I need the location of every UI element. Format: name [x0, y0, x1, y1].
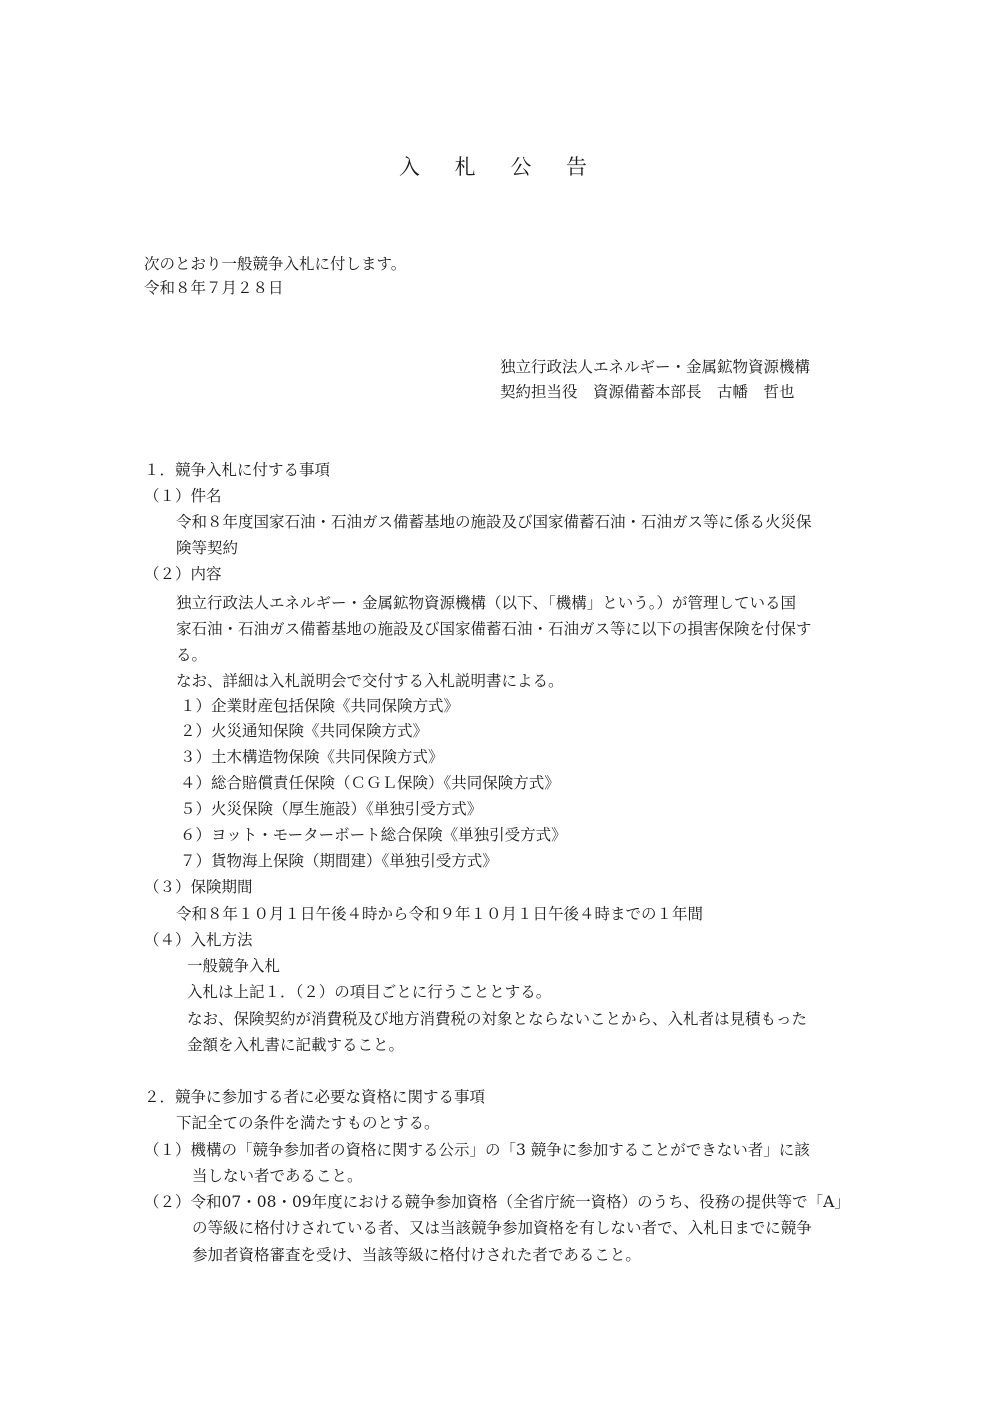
- section1-item2-line: 家石油・石油ガス備蓄基地の施設及び国家備蓄石油・石油ガス等に以下の損害保険を付保す: [176, 620, 812, 638]
- insurance-item: ３）土木構造物保険《共同保険方式》: [180, 748, 444, 766]
- section2-intro: 下記全ての条件を満たすものとする。: [176, 1114, 440, 1132]
- section1-item4-line: 金額を入札書に記載すること。: [187, 1036, 405, 1054]
- issuer-organization: 独立行政法人エネルギー・金属鉱物資源機構: [500, 358, 811, 376]
- section2-item1-line: 当しない者であること。: [192, 1167, 363, 1185]
- section2-item1-line: （１）機構の「競争参加者の資格に関する公示」の「3 競争に参加することができない者」に該: [144, 1141, 810, 1159]
- section1-heading: １．競争入札に付する事項: [144, 461, 331, 479]
- intro-text: 次のとおり一般競争入札に付します。: [144, 255, 407, 273]
- section1-item1-heading: （１）件名: [144, 487, 222, 505]
- section1-item1-line: 令和８年度国家石油・石油ガス備蓄基地の施設及び国家備蓄石油・石油ガス等に係る火災保: [176, 513, 812, 531]
- section2-item2-line: （２）令和07・08・09年度における競争参加資格（全省庁統一資格）のうち、役務の提供等で「A」: [144, 1193, 850, 1211]
- section2-heading: ２．競争に参加する者に必要な資格に関する事項: [144, 1088, 486, 1106]
- insurance-item: １）企業財産包括保険《共同保険方式》: [180, 697, 460, 715]
- section1-item3-heading: （３）保険期間: [144, 878, 253, 896]
- section2-item2-line: 参加者資格審査を受け、当該等級に格付けされた者であること。: [192, 1246, 641, 1264]
- section1-item2-heading: （２）内容: [144, 565, 222, 583]
- section1-item1-line: 険等契約: [176, 539, 239, 557]
- insurance-item: ７）貨物海上保険（期間建）《単独引受方式》: [180, 852, 498, 870]
- section1-item2-line: る。: [176, 646, 208, 664]
- section2-item2-line: の等級に格付けされている者、又は当該競争参加資格を有しない者で、入札日までに競争: [192, 1219, 812, 1237]
- section1-item4-line: 入札は上記１．（２）の項目ごとに行うこととする。: [187, 983, 552, 1001]
- notice-date: 令和８年７月２８日: [144, 279, 284, 297]
- insurance-item: ６）ヨット・モーターボート総合保険《単独引受方式》: [180, 826, 567, 844]
- insurance-item: ２）火災通知保険《共同保険方式》: [180, 722, 429, 740]
- section1-item4-heading: （４）入札方法: [144, 931, 253, 949]
- insurance-item: ５）火災保険（厚生施設）《単独引受方式》: [180, 800, 483, 818]
- section1-item2-line: なお、詳細は入札説明会で交付する入札説明書による。: [176, 672, 564, 690]
- issuer-official: 契約担当役 資源備蓄本部長 古幡 哲也: [500, 383, 795, 401]
- section1-item2-line: 独立行政法人エネルギー・金属鉱物資源機構（以下、「機構」という。）が管理している国: [176, 594, 797, 612]
- insurance-item: ４）総合賠償責任保険（ＣＧＬ保険）《共同保険方式》: [180, 774, 560, 792]
- insurance-period: 令和８年１０月１日午後４時から令和９年１０月１日午後４時までの１年間: [176, 905, 704, 923]
- notice-title: 入 札 公 告: [398, 155, 602, 179]
- section1-item4-line: 一般競争入札: [187, 957, 281, 975]
- section1-item4-line: なお、保険契約が消費税及び地方消費税の対象とならないことから、入札者は見積もった: [187, 1010, 808, 1028]
